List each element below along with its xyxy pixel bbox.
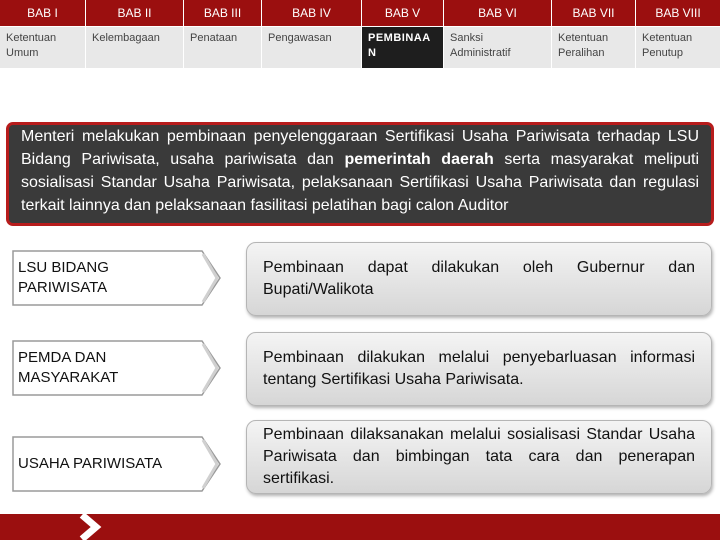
row-desc-usaha	[246, 420, 712, 494]
chevron-right-icon[interactable]	[76, 514, 106, 540]
row-label-text: LSU BIDANG PARIWISATA	[18, 259, 109, 296]
chapter-tab-bar	[0, 0, 720, 68]
banner-text: Menteri melakukan pembinaan penyelenggaraan Sertifikasi Usaha Pariwisata terhadap LSU Bidang Pariwisata, usaha pariwisata dan	[21, 128, 699, 168]
tab-bab-2[interactable]	[86, 0, 184, 68]
row-label-pemda	[12, 340, 222, 396]
row-desc-pemda	[246, 332, 712, 406]
tab-title: BAB VIII	[636, 0, 720, 26]
tab-bab-8[interactable]	[636, 0, 720, 68]
tab-title: BAB V	[362, 0, 443, 26]
tab-subtitle: Ketentuan Peralihan	[552, 27, 635, 68]
tab-subtitle: Kelembagaan	[86, 27, 183, 68]
row-label-usaha	[12, 436, 222, 492]
tab-subtitle: Sanksi Administratif	[444, 27, 551, 68]
tab-subtitle: Penataan	[184, 27, 261, 68]
tab-title: BAB IV	[262, 0, 361, 26]
tab-subtitle: Ketentuan Penutup	[636, 27, 720, 68]
tab-title: BAB I	[0, 0, 85, 26]
tab-subtitle: PEMBINAAN	[362, 27, 443, 68]
row-label-text: USAHA PARIWISATA	[18, 455, 163, 472]
summary-banner	[6, 122, 714, 226]
row-desc-text: Pembinaan dilaksanakan melalui sosialisasi Standar Usaha Pariwisata dan bimbingan tata cara dan penerapan sertifikasi.	[263, 426, 695, 487]
tab-title: BAB II	[86, 0, 183, 26]
row-label-lsu	[12, 250, 222, 306]
tab-subtitle: Pengawasan	[262, 27, 361, 68]
tab-subtitle: Ketentuan Umum	[0, 27, 85, 68]
row-desc-lsu	[246, 242, 712, 316]
tab-title: BAB VI	[444, 0, 551, 26]
tab-bab-5[interactable]	[362, 0, 444, 68]
tab-title: BAB VII	[552, 0, 635, 26]
banner-text-end: serta masyarakat meliputi sosialisasi Standar Usaha Pariwisata, pelaksanaan Sertifikasi Usaha Pariwisata dan regulasi terkait lainnya dan pelaksanaan fasilitasi pelatihan bagi calon Auditor	[21, 151, 700, 214]
tab-bab-3[interactable]	[184, 0, 262, 68]
tab-bab-1[interactable]	[0, 0, 86, 68]
row-label-text: PEMDA DAN MASYARAKAT	[18, 349, 119, 386]
tab-title: BAB III	[184, 0, 261, 26]
tab-bab-7[interactable]	[552, 0, 636, 68]
row-desc-text: Pembinaan dapat dilakukan oleh Gubernur dan Bupati/Walikota	[263, 259, 695, 298]
tab-bab-6[interactable]	[444, 0, 552, 68]
row-desc-text: Pembinaan dilakukan melalui penyebarluasan informasi tentang Sertifikasi Usaha Pariwisata.	[263, 349, 695, 388]
tab-bab-4[interactable]	[262, 0, 362, 68]
banner-text-bold: pemerintah daerah	[344, 151, 494, 168]
footer-bar	[0, 514, 720, 540]
